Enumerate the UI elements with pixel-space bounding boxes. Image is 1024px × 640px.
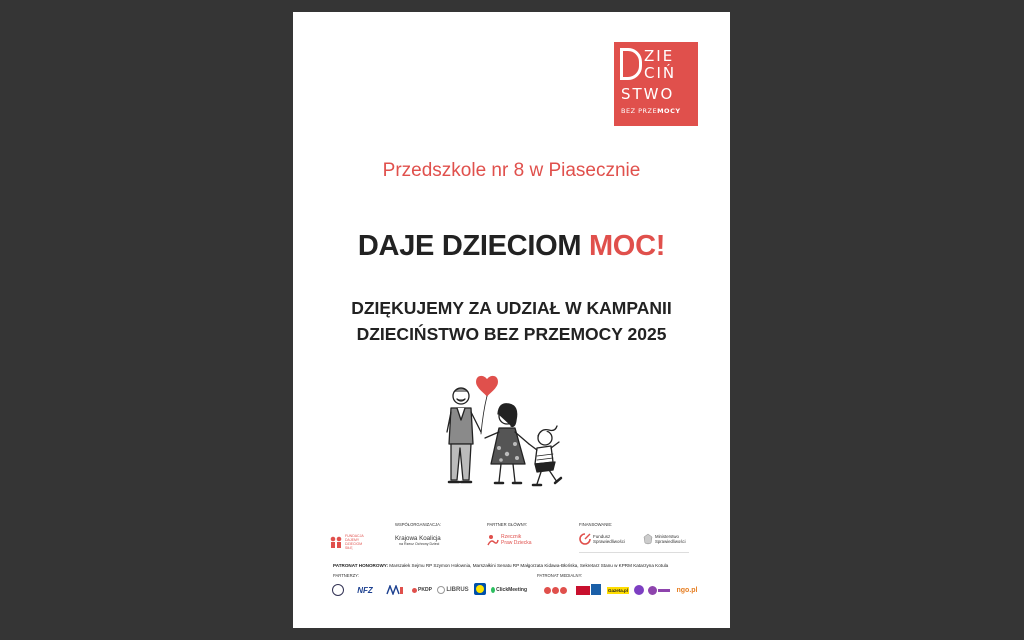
family-illustration — [433, 372, 593, 492]
rpd-icon — [487, 534, 499, 546]
logo-line-4: BEZ PRZEMOCY — [621, 107, 681, 115]
logo-line-2: CIŃ — [644, 64, 677, 82]
rpd-line-2: Praw Dziecka — [501, 540, 532, 546]
media-logo-circle-purple — [633, 584, 645, 596]
media-logo-blue — [589, 583, 603, 595]
label-patronat-medialny: PATRONAT MEDIALNY: — [537, 573, 583, 578]
fs-logo — [579, 533, 625, 545]
fs-line-2: Sprawiedliwości — [593, 539, 626, 544]
partner-logo-lidl — [473, 583, 487, 595]
thanks-line-2: DZIECIŃSTWO BEZ PRZEMOCY 2025 — [356, 324, 667, 344]
partner-logo-pkdp: PKDP — [411, 584, 433, 596]
ms-logo — [643, 533, 686, 545]
partner-logo-seal — [331, 584, 345, 596]
patronat-text: Marszałek Sejmu RP Szymon Hołownia, Marszałkini Senatu RP Małgorzata Kidawa-Błońska, Sekretarz Stanu w KPRM Katarzyna Kotula — [388, 563, 669, 568]
fs-line-1: Fundusz — [593, 534, 611, 539]
label-partnerzy: PARTNERZY: — [333, 573, 359, 578]
partner-logo-mec — [385, 584, 405, 596]
label-finansowanie: FINANSOWANIE: — [579, 522, 613, 527]
label-partner: PARTNER GŁÓWNY: — [487, 522, 528, 527]
fs-icon — [579, 533, 591, 545]
headline — [293, 230, 730, 263]
patronat-honorowy — [333, 563, 693, 568]
ms-line-1: Ministerstwo — [655, 534, 679, 539]
school-name: Przedszkole nr 8 w Piasecznie — [382, 160, 641, 181]
headline-main: DAJE DZIECIOM — [357, 230, 589, 262]
kkodd-line-1: Krajowa Koalicja — [395, 535, 441, 542]
certificate-page — [293, 12, 730, 628]
fine-print-rule — [579, 552, 689, 553]
partner-logo-clickmeeting: ClickMeeting — [491, 584, 527, 596]
media-logo-ngo: ngo.pl — [676, 586, 698, 594]
fdds-logo — [329, 534, 367, 550]
media-logo-purple — [647, 584, 671, 596]
ms-line-2: Sprawiedliwości — [655, 539, 686, 544]
kkodd-line-2: na Rzecz Ochrony Dzieci — [399, 542, 440, 546]
eagle-icon — [643, 533, 653, 545]
fdds-text: FUNDACJA DAJEMY DZIECIOM SIŁĘ — [345, 534, 364, 550]
logo-line-3: STWO — [621, 85, 675, 103]
thanks-text — [293, 295, 730, 347]
patronat-label: PATRONAT HONOROWY: — [333, 563, 389, 568]
fdds-icon — [329, 535, 343, 549]
label-wspolorganizacja: WSPÓŁORGANIZACJA: — [395, 522, 442, 527]
mec-icon — [386, 585, 404, 595]
logo-line-1: ZIE — [644, 47, 675, 65]
partner-logo-librus: LIBRUS — [437, 584, 469, 596]
rpd-logo — [487, 534, 532, 546]
thanks-line-1: DZIĘKUJEMY ZA UDZIAŁ W KAMPANII — [351, 298, 672, 318]
kkodd-logo — [395, 535, 441, 546]
campaign-logo — [614, 42, 698, 126]
rpd-line-1: Rzecznik — [501, 534, 522, 540]
media-logo-gazeta: Gazeta.pl — [608, 587, 629, 593]
media-logo-dots — [537, 584, 573, 596]
partner-logo-nfz: NFZ — [357, 585, 373, 595]
logo-d-letter — [620, 48, 642, 80]
headline-accent: MOC! — [588, 230, 666, 262]
